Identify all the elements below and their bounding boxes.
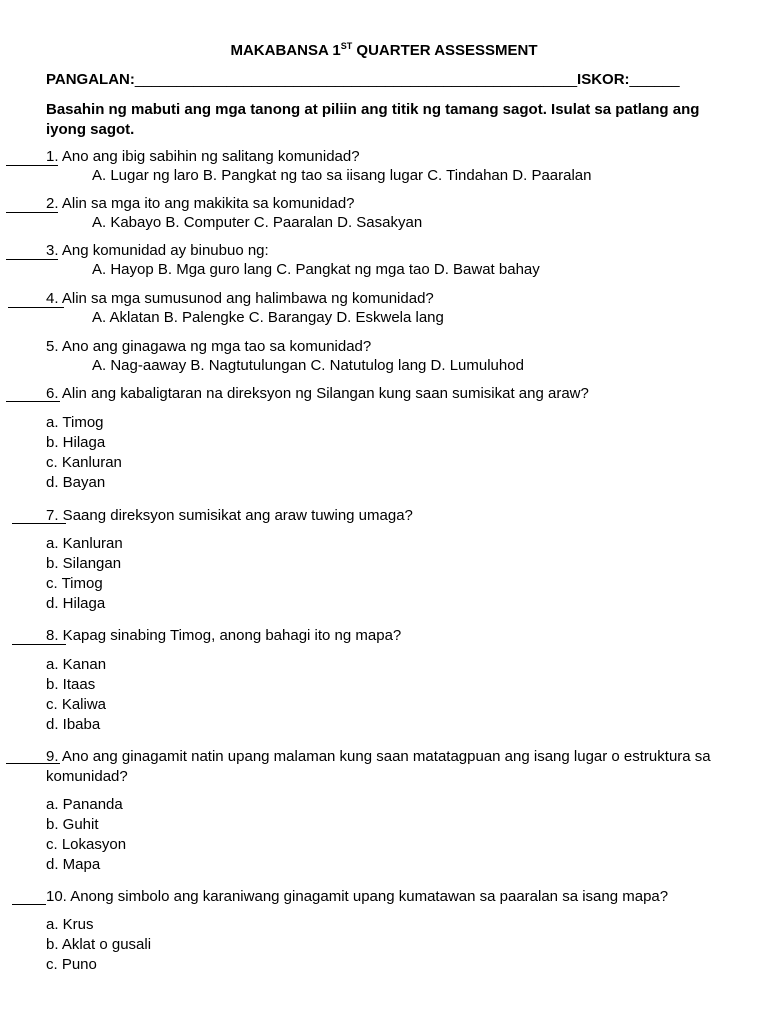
- answer-blank[interactable]: [8, 307, 64, 308]
- question: [46, 888, 668, 905]
- question: [46, 148, 360, 165]
- option: a. Kanan: [46, 656, 107, 673]
- option: d. Hilaga: [46, 595, 106, 612]
- question-text: Ang komunidad ay binubuo ng:: [58, 242, 269, 259]
- question-text: Alin sa mga sumusunod ang halimbawa ng komunidad?: [58, 290, 434, 307]
- page-title: [0, 42, 768, 59]
- option: c. Timog: [46, 575, 103, 592]
- answer-blank[interactable]: [12, 904, 46, 905]
- question: [46, 627, 401, 644]
- option: d. Bayan: [46, 474, 106, 491]
- question-number: 2.: [46, 195, 59, 212]
- option: b. Itaas: [46, 676, 96, 693]
- question-text: Alin sa mga ito ang makikita sa komunidad?: [58, 195, 355, 212]
- option: b. Silangan: [46, 555, 122, 572]
- option: b. Guhit: [46, 816, 99, 833]
- question: [46, 290, 434, 307]
- option: a. Krus: [46, 916, 94, 933]
- question-number: 7.: [46, 507, 59, 524]
- option: b. Aklat o gusali: [46, 936, 152, 953]
- question: [46, 747, 726, 787]
- question-number: 1.: [46, 148, 59, 165]
- choices: A. Hayop B. Mga guro lang C. Pangkat ng mga tao D. Bawat bahay: [92, 261, 540, 278]
- question: [46, 507, 413, 524]
- question-text: Ano ang ginagamit natin upang malaman kung saan matatagpuan ang isang lugar o estruktura sa komunidad?: [46, 748, 711, 785]
- question-text: Anong simbolo ang karaniwang ginagamit upang kumatawan sa paaralan sa isang mapa?: [66, 888, 669, 905]
- title-superscript: ST: [340, 41, 353, 51]
- option: c. Kanluran: [46, 454, 122, 471]
- option: d. Mapa: [46, 856, 101, 873]
- question: [46, 242, 269, 259]
- score-label: ISKOR:: [577, 71, 630, 88]
- question-number: 10.: [46, 888, 67, 905]
- name-field[interactable]: _____________________________________________________: [134, 71, 578, 88]
- question-text: Saang direksyon sumisikat ang araw tuwing umaga?: [58, 507, 413, 524]
- choices: A. Nag-aaway B. Nagtutulungan C. Natutulog lang D. Lumuluhod: [92, 357, 524, 374]
- question: [46, 195, 355, 212]
- instructions: Basahin ng mabuti ang mga tanong at piliin ang titik ng tamang sagot. Isulat sa patlang ang iyong sagot.: [46, 101, 700, 138]
- choices: A. Kabayo B. Computer C. Paaralan D. Sasakyan: [92, 214, 423, 231]
- question-text: Ano ang ibig sabihin ng salitang komunidad?: [58, 148, 360, 165]
- question: [46, 338, 371, 355]
- question-number: 6.: [46, 385, 59, 402]
- question: [46, 385, 589, 402]
- question-number: 4.: [46, 290, 59, 307]
- option: b. Hilaga: [46, 434, 106, 451]
- name-label: PANGALAN:: [46, 71, 135, 88]
- question-text: Alin ang kabaligtaran na direksyon ng Silangan kung saan sumisikat ang araw?: [58, 385, 589, 402]
- answer-blank[interactable]: [6, 259, 58, 260]
- title-text: MAKABANSA 1: [230, 42, 341, 59]
- question-number: 3.: [46, 242, 59, 259]
- question-number: 8.: [46, 627, 59, 644]
- answer-blank[interactable]: [12, 644, 66, 645]
- question-text: Kapag sinabing Timog, anong bahagi ito ng mapa?: [58, 627, 402, 644]
- option: c. Lokasyon: [46, 836, 127, 853]
- option: a. Kanluran: [46, 535, 123, 552]
- answer-blank[interactable]: [6, 212, 58, 213]
- option: a. Timog: [46, 414, 104, 431]
- name-score-row: [46, 71, 722, 88]
- option: c. Puno: [46, 956, 97, 973]
- option: c. Kaliwa: [46, 696, 107, 713]
- option: a. Pananda: [46, 796, 123, 813]
- choices: A. Lugar ng laro B. Pangkat ng tao sa iisang lugar C. Tindahan D. Paaralan: [92, 167, 592, 184]
- answer-blank[interactable]: [6, 165, 58, 166]
- question-text: Ano ang ginagawa ng mga tao sa komunidad?: [58, 338, 372, 355]
- question-number: 9.: [46, 748, 59, 765]
- question-number: 5.: [46, 338, 59, 355]
- option: d. Ibaba: [46, 716, 101, 733]
- choices: A. Aklatan B. Palengke C. Barangay D. Eskwela lang: [92, 309, 444, 326]
- title-text-end: QUARTER ASSESSMENT: [352, 42, 538, 59]
- score-field[interactable]: ______: [629, 71, 680, 88]
